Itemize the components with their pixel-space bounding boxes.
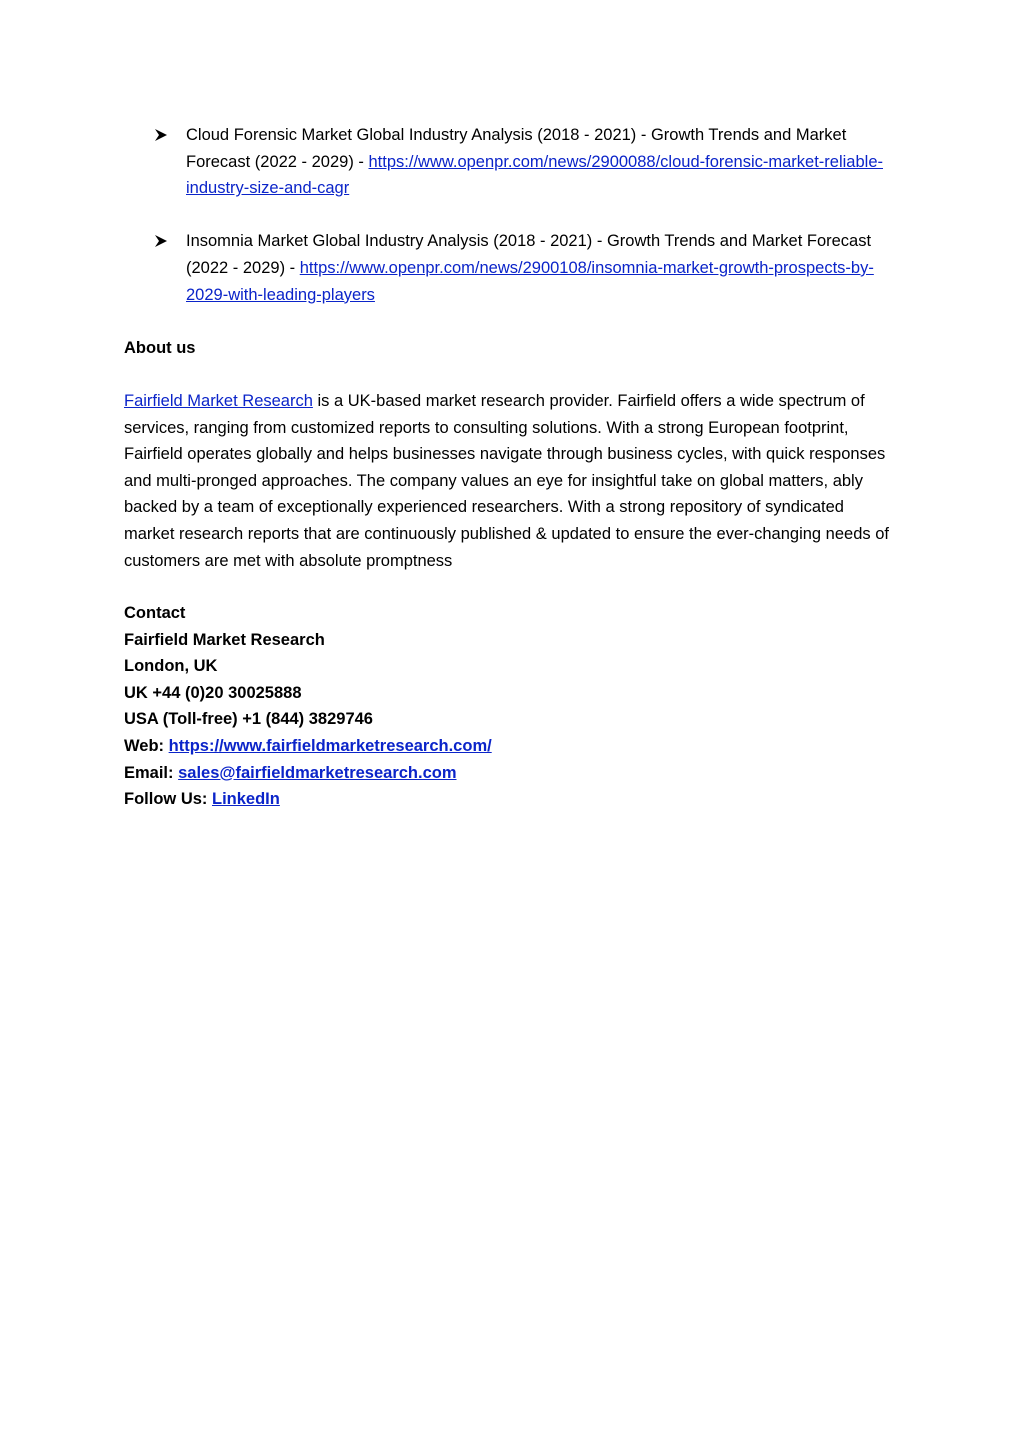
list-item [124, 228, 914, 308]
contact-usa-phone: USA (Toll-free) +1 (844) 3829746 [124, 710, 373, 729]
arrow-bullet-icon [154, 122, 170, 148]
contact-location: London, UK [124, 657, 218, 676]
email-label: Email: [124, 763, 179, 782]
contact-email-line [124, 760, 894, 787]
company-link[interactable]: Fairfield Market Research [124, 392, 313, 410]
about-paragraph [124, 388, 894, 574]
web-label: Web: [124, 736, 169, 755]
contact-heading: Contact [124, 604, 186, 622]
contact-web-line [124, 733, 894, 760]
report-link[interactable]: https://www.openpr.com/news/2900088/cloud-forensic-market-reliable-industry-size-and-cagr [186, 152, 883, 198]
linkedin-link[interactable]: LinkedIn [212, 790, 280, 809]
follow-label: Follow Us: [124, 790, 212, 809]
about-heading: About us [124, 339, 196, 357]
contact-block [124, 600, 894, 813]
web-link[interactable]: https://www.fairfieldmarketresearch.com/ [168, 736, 492, 755]
contact-follow-line [124, 786, 894, 813]
contact-uk-phone: UK +44 (0)20 30025888 [124, 683, 302, 702]
report-title: Insomnia Market Global Industry Analysis (2018 - 2021) - Growth Trends and Market Forecast (2022 - 2029) - [186, 232, 872, 277]
email-link[interactable]: sales@fairfieldmarketresearch.com [178, 763, 457, 782]
related-reports-list [124, 122, 914, 308]
report-title: Cloud Forensic Market Global Industry Analysis (2018 - 2021) - Growth Trends and Market Forecast (2022 - 2029) - [186, 126, 847, 171]
about-text: is a UK-based market research provider. Fairfield offers a wide spectrum of services, ranging from customized reports to consulting solutions. With a strong European footprint, Fairfield operates globally and helps businesses navigate through business cycles, with quick responses and multi-pronged approaches. The company values an eye for insightful take on global matters, ably backed by a team of exceptionally experienced researchers. With a strong repository of syndicated market research reports that are continuously published & updated to ensure the ever-changing needs of customers are met with absolute promptness [124, 392, 889, 570]
list-item [124, 122, 914, 202]
contact-company: Fairfield Market Research [124, 630, 325, 649]
arrow-bullet-icon [154, 228, 170, 254]
report-link[interactable]: https://www.openpr.com/news/2900108/insomnia-market-growth-prospects-by-2029-with-leading-players [186, 258, 874, 304]
